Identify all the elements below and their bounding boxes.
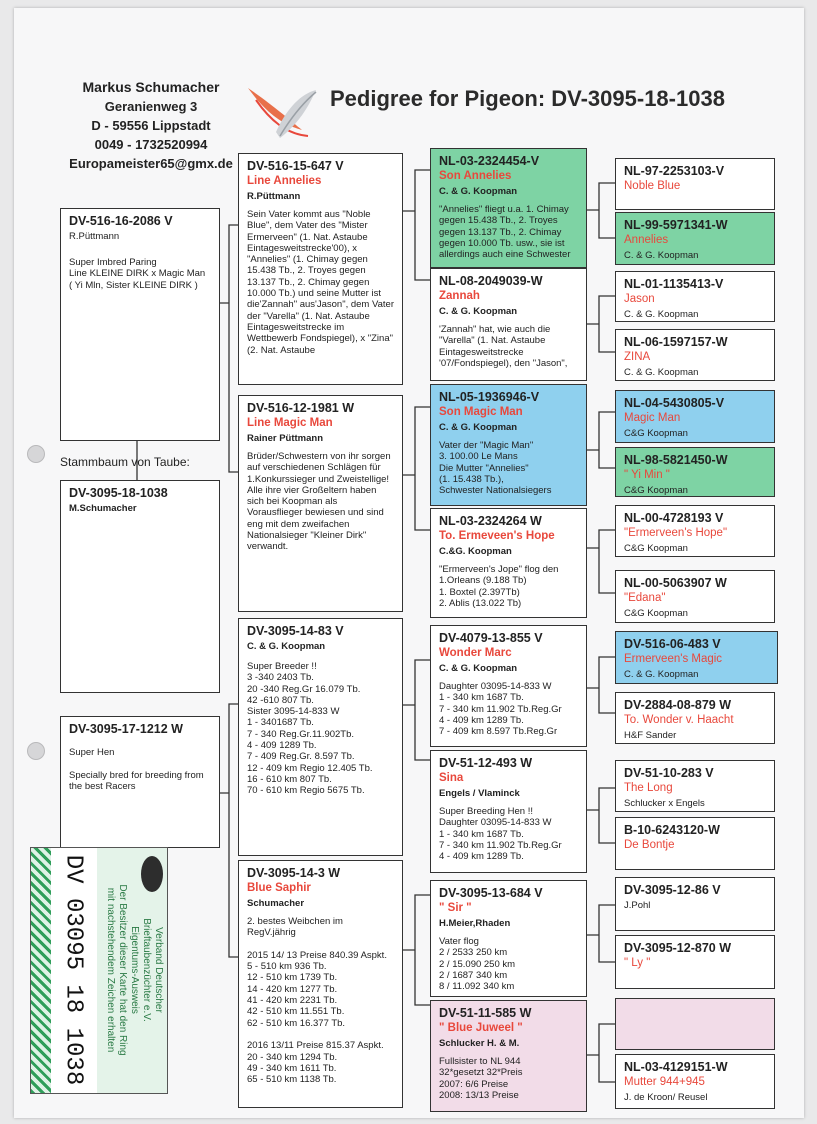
punch-hole bbox=[27, 742, 45, 760]
great-grandparent-card[interactable] bbox=[430, 268, 587, 381]
pigeon-name: Wonder Marc bbox=[439, 647, 512, 659]
breeder-name: C. & G. Koopman bbox=[624, 250, 699, 261]
description: Super Imbred Paring Line KLEINE DIRK x Magic Man ( Yi Mln, Sister KLEINE DIRK ) bbox=[69, 257, 206, 291]
pigeon-name: Line Annelies bbox=[247, 175, 322, 187]
pigeon-name: De Bontje bbox=[624, 839, 675, 851]
owner-address bbox=[60, 78, 242, 173]
ring-number: NL-00-5063907 W bbox=[624, 576, 727, 590]
description: Super Breeder !! 3 -340 2403 Tb. 20 -340 Reg.Gr 16.079 Tb. 42 -610 807 Tb. Sister 3095-14-833 W 1 - 3401687 Tb. 7 - 340 Reg.Gr.11.902Tb. 4 - 409 1289 Tb. 7 - 409 Reg.Gr. 8.597 Tb. 12 - 409 km Regio 12.405 Tb. 16 - 610 km 807 Tb. 70 - 610 km Regio 5675 Tb. bbox=[247, 661, 373, 797]
breeder-name: Engels / Vlaminck bbox=[439, 788, 520, 799]
pigeon-name: Noble Blue bbox=[624, 180, 681, 192]
great-grandparent-card[interactable] bbox=[430, 625, 587, 747]
pigeon-name: " Blue Juweel " bbox=[439, 1022, 523, 1034]
ancestor-card[interactable] bbox=[615, 158, 775, 210]
pigeon-name: Sina bbox=[439, 772, 464, 784]
breeder-name: Rainer Püttmann bbox=[247, 433, 324, 444]
pigeon-name: Blue Saphir bbox=[247, 882, 311, 894]
great-grandparent-card[interactable] bbox=[430, 1000, 587, 1112]
ancestor-card[interactable] bbox=[615, 447, 775, 497]
breeder-name: J. de Kroon/ Reusel bbox=[624, 1092, 708, 1103]
owner-city: D - 59556 Lippstadt bbox=[91, 118, 211, 133]
ring-number: NL-98-5821450-W bbox=[624, 453, 728, 467]
breeder-name: M.Schumacher bbox=[69, 503, 137, 514]
ancestor-card[interactable] bbox=[615, 329, 775, 381]
ring-number: DV-3095-13-684 V bbox=[439, 886, 543, 900]
owner-name: Markus Schumacher bbox=[82, 79, 220, 95]
grandparent-card[interactable] bbox=[238, 860, 403, 1108]
ring-number: B-10-6243120-W bbox=[624, 823, 720, 837]
great-grandparent-card[interactable] bbox=[430, 148, 587, 268]
ring-number: DV-3095-12-86 V bbox=[624, 883, 721, 897]
great-grandparent-card[interactable] bbox=[430, 384, 587, 506]
ring-number: DV-516-16-2086 V bbox=[69, 214, 173, 228]
ring-number: NL-00-4728193 V bbox=[624, 511, 724, 525]
ring-number: DV-2884-08-879 W bbox=[624, 698, 732, 712]
ancestor-card[interactable] bbox=[615, 570, 775, 623]
ring-number: DV-51-10-283 V bbox=[624, 766, 714, 780]
description: Vater flog 2 / 2533 250 km 2 / 15.090 250 km 2 / 1687 340 km 8 / 11.092 340 km bbox=[439, 936, 516, 993]
ownership-card-stamp bbox=[30, 847, 168, 1094]
pigeon-name: "Ermerveen's Hope" bbox=[624, 527, 728, 539]
breeder-name: C&G Koopman bbox=[624, 485, 688, 496]
ring-number: NL-99-5971341-W bbox=[624, 218, 728, 232]
ring-number: DV-516-12-1981 W bbox=[247, 401, 355, 415]
breeder-name: C.&G. Koopman bbox=[439, 546, 512, 557]
ring-number: DV-3095-14-83 V bbox=[247, 624, 344, 638]
breeder-name: R.Püttmann bbox=[247, 191, 301, 202]
ring-number: NL-05-1936946-V bbox=[439, 390, 540, 404]
subject-card[interactable] bbox=[60, 480, 220, 693]
breeder-name: C. & G. Koopman bbox=[439, 306, 518, 317]
ring-number: DV-51-12-493 W bbox=[439, 756, 533, 770]
stamp-text: Verband Deutscher Brieftaubenzüchter e.V. Eigentums-Ausweis Der Besitzer dieser Karte hat den Ring mit nachstehendem Zeichen erhalten bbox=[105, 884, 164, 1056]
description: 2. bestes Weibchen im RegV.jährig 2015 14/ 13 Preise 840.39 Aspkt. 5 - 510 km 936 Tb. 12 - 510 km 1739 Tb. 14 - 420 km 1277 Tb. 41 - 420 km 2231 Tb. 42 - 510 km 11.551 Tb. 62 - 510 km 16.377 Tb. 2016 13/11 Preise 815.37 Aspkt. 20 - 340 km 1294 Tb. 49 - 340 km 1611 Tb. 65 - 510 km 1138 Tb. bbox=[247, 916, 387, 1086]
breeder-name: Schlucker x Engels bbox=[624, 798, 705, 809]
owner-phone: 0049 - 1732520994 bbox=[94, 137, 208, 152]
breeder-name: H.Meier,Rhaden bbox=[439, 918, 511, 929]
punch-hole bbox=[27, 445, 45, 463]
stammbaum-label: Stammbaum von Taube: bbox=[60, 455, 190, 469]
breeder-name: C. & G. Koopman bbox=[624, 309, 699, 320]
breeder-name: Schumacher bbox=[247, 898, 305, 909]
parent-card-mother[interactable] bbox=[60, 716, 220, 848]
pigeon-name: " Sir " bbox=[439, 902, 472, 914]
breeder-name: C. & G. Koopman bbox=[439, 663, 518, 674]
ring-number: NL-04-5430805-V bbox=[624, 396, 725, 410]
description: Brüder/Schwestern von ihr sorgen auf verschiedenen Schlägen für 1.Konkurssieger und Zweistellige! Alle ihre vier Großeltern haben sich bei Koopman als Vorausflieger bewiesen und sind eng mit dem zweifachen Nationalsieger "Kleiner Dirk" verwandt. bbox=[247, 451, 391, 553]
grandparent-card[interactable] bbox=[238, 395, 403, 612]
grandparent-card[interactable] bbox=[238, 618, 403, 856]
ring-number: DV-51-11-585 W bbox=[439, 1006, 532, 1020]
ring-number: DV-516-06-483 V bbox=[624, 637, 721, 651]
owner-street: Geranienweg 3 bbox=[104, 99, 198, 114]
pigeon-name: " Ly " bbox=[624, 957, 651, 969]
breeder-name: C. & G. Koopman bbox=[439, 186, 518, 197]
great-grandparent-card[interactable] bbox=[430, 750, 587, 873]
pigeon-name: Line Magic Man bbox=[247, 417, 333, 429]
ring-number: DV-4079-13-855 V bbox=[439, 631, 543, 645]
breeder-name: C&G Koopman bbox=[624, 428, 688, 439]
description: "Annelies" fliegt u.a. 1. Chimay gegen 15.438 Tb., 2. Troyes gegen 13.137 Tb., 2. Chimay gegen 10.000 Tb. usw., sie ist allerdings auch eine Schwester bbox=[439, 204, 571, 261]
ring-number: DV-3095-18-1038 bbox=[69, 486, 168, 500]
pigeon-name: Annelies bbox=[624, 234, 669, 246]
stamp-ring-number: DV 03095 18 1038 bbox=[59, 854, 87, 1086]
pigeon-name: Ermerveen's Magic bbox=[624, 653, 723, 665]
pigeon-name: Mutter 944+945 bbox=[624, 1076, 705, 1088]
ancestor-card[interactable] bbox=[615, 998, 775, 1050]
breeder-name: H&F Sander bbox=[624, 730, 677, 741]
owner-email: Europameister65@gmx.de bbox=[69, 156, 233, 171]
ancestor-card[interactable] bbox=[615, 505, 775, 557]
ancestor-card[interactable] bbox=[615, 935, 775, 989]
breeder-name: R.Püttmann bbox=[69, 231, 120, 242]
description: Super Breeding Hen !! Daughter 03095-14-833 W 1 - 340 km 1687 Tb. 7 - 340 km 11.902 Tb.Reg.Gr 4 - 409 km 1289 Tb. bbox=[439, 806, 562, 863]
ancestor-card[interactable] bbox=[615, 760, 775, 812]
pigeon-name: Magic Man bbox=[624, 412, 681, 424]
pigeon-name: " Yi Min " bbox=[624, 469, 670, 481]
ring-number: DV-3095-17-1212 W bbox=[69, 722, 183, 736]
breeder-name: J.Pohl bbox=[624, 900, 651, 911]
ring-number: DV-516-15-647 V bbox=[247, 159, 344, 173]
pigeon-name: ZINA bbox=[624, 351, 651, 363]
ring-number: NL-03-2324264 W bbox=[439, 514, 542, 528]
stamp-hatch-band bbox=[31, 848, 51, 1093]
great-grandparent-card[interactable] bbox=[430, 880, 587, 997]
description: "Ermerveen's Jope" flog den 1.Orleans (9.188 Tb) 1. Boxtel (2.397Tb) 2. Ablis (13.022 Tb) bbox=[439, 564, 559, 609]
breeder-name: Schlucker H. & M. bbox=[439, 1038, 520, 1049]
ring-number: NL-08-2049039-W bbox=[439, 274, 543, 288]
ancestor-card[interactable] bbox=[615, 212, 775, 265]
pigeon-name: To. Ermeveen's Hope bbox=[439, 530, 555, 542]
breeder-name: C&G Koopman bbox=[624, 543, 688, 554]
description: Super Hen Specially bred for breeding from the best Racers bbox=[69, 747, 204, 792]
ring-number: NL-06-1597157-W bbox=[624, 335, 728, 349]
ring-number: NL-03-4129151-W bbox=[624, 1060, 728, 1074]
ancestor-card[interactable] bbox=[615, 817, 775, 870]
description: 'Zannah" hat, wie auch die "Varella" (1. Nat. Astaube Eintagesweitstrecke '07/Fondspiegel), den "Jason", bbox=[439, 324, 568, 369]
great-grandparent-card[interactable] bbox=[430, 508, 587, 618]
ancestor-card[interactable] bbox=[615, 877, 775, 931]
pigeon-name: Son Magic Man bbox=[439, 406, 523, 418]
description: Vater der "Magic Man" 3. 100.00 Le Mans Die Mutter "Annelies" (1. 15.438 Tb.), Schwester Nationalsiegers bbox=[439, 440, 552, 497]
ring-number: DV-3095-14-3 W bbox=[247, 866, 341, 880]
pigeon-name: Jason bbox=[624, 293, 655, 305]
description: Daughter 03095-14-833 W 1 - 340 km 1687 Tb. 7 - 340 km 11.902 Tb.Reg.Gr 4 - 409 km 1289 Tb. 7 - 409 km 8.597 Tb.Reg.Gr bbox=[439, 681, 562, 738]
description: Sein Vater kommt aus "Noble Blue", dem Vater des "Mister Ermerveen" (1. Nat. Astaube Eintagesweitstrecke'00), x "Annelies" (1. Chimay gegen 15.438 Tb., 2. Troyes gegen 13.137 Tb., 2. Chimay gegen 10.000 Tb.) und seine Mutter ist die'Zannah" aus'Jason", dem Vater der "Varella" (1. Nat. Astaube Eintagesweitstrecke im Wettbewerb Fondspiegel), x "Zina" (2. Nat. Astaube bbox=[247, 209, 394, 356]
page-title: Pedigree for Pigeon: DV-3095-18-1038 bbox=[330, 86, 725, 111]
description: Fullsister to NL 944 32*gesetzt 32*Preis 2007: 6/6 Preise 2008: 13/13 Preise bbox=[439, 1056, 523, 1101]
ancestor-card[interactable] bbox=[615, 692, 775, 744]
parent-card-father[interactable] bbox=[60, 208, 220, 441]
breeder-name: C. & G. Koopman bbox=[624, 669, 699, 680]
ancestor-card[interactable] bbox=[615, 271, 775, 322]
ring-number: NL-03-2324454-V bbox=[439, 154, 540, 168]
pigeon-emblem-icon bbox=[141, 856, 163, 892]
ancestor-card[interactable] bbox=[615, 631, 778, 684]
pigeon-name: Zannah bbox=[439, 290, 480, 302]
pigeon-name: The Long bbox=[624, 782, 673, 794]
pigeon-name: To. Wonder v. Haacht bbox=[624, 714, 734, 726]
breeder-name: C. & G. Koopman bbox=[439, 422, 518, 433]
pigeon-name: Son Annelies bbox=[439, 170, 512, 182]
breeder-name: C. & G. Koopman bbox=[247, 641, 326, 652]
ring-number: NL-97-2253103-V bbox=[624, 164, 725, 178]
grandparent-card[interactable] bbox=[238, 153, 403, 385]
breeder-name: C. & G. Koopman bbox=[624, 367, 699, 378]
pigeon-wing-logo bbox=[246, 80, 318, 146]
ring-number: DV-3095-12-870 W bbox=[624, 941, 732, 955]
pigeon-name: "Edana" bbox=[624, 592, 666, 604]
breeder-name: C&G Koopman bbox=[624, 608, 688, 619]
ancestor-card[interactable] bbox=[615, 1054, 775, 1109]
ancestor-card[interactable] bbox=[615, 390, 775, 443]
ring-number: NL-01-1135413-V bbox=[624, 277, 724, 291]
